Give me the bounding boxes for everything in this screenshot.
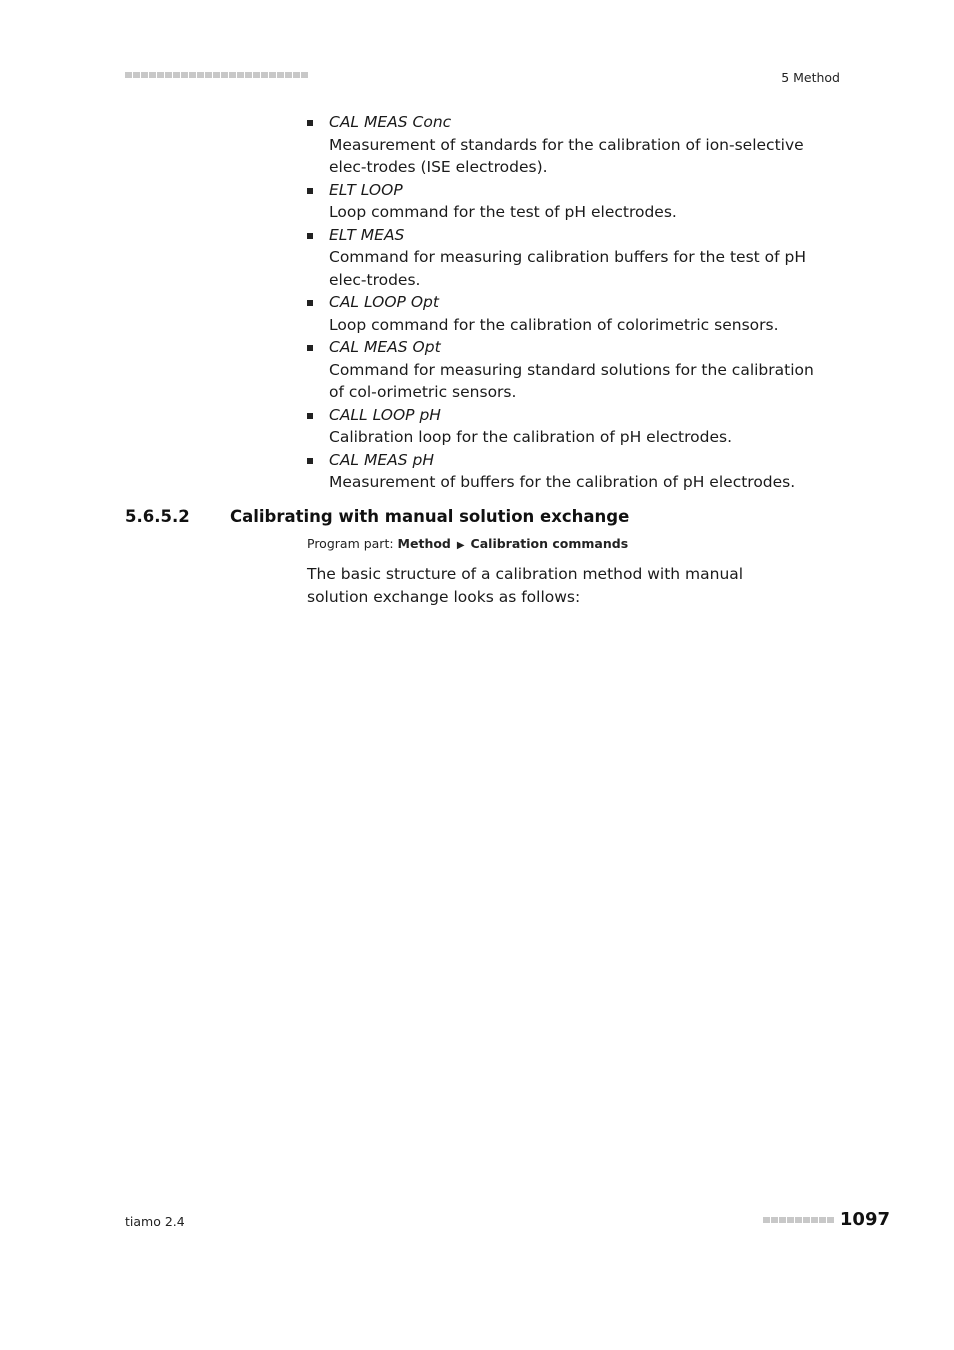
command-description: Loop command for the test of pH electrodes. (329, 203, 677, 221)
program-part-calibration-commands: Calibration commands (470, 536, 629, 551)
bullet-icon (307, 300, 313, 306)
footer-product: tiamo 2.4 (125, 1214, 185, 1229)
command-name: CAL MEAS Conc (329, 113, 452, 131)
command-name: ELT MEAS (329, 225, 405, 244)
section-heading (125, 507, 629, 526)
list-item (306, 291, 831, 336)
program-part-path (307, 536, 628, 551)
command-list (306, 111, 831, 494)
command-name: CAL LOOP Opt (329, 293, 439, 311)
bullet-icon (307, 120, 313, 126)
list-item (306, 449, 831, 494)
list-item (306, 111, 831, 179)
command-name: ELT LOOP (329, 180, 403, 199)
command-name: CAL MEAS pH (329, 450, 435, 469)
command-description: Measurement of standards for the calibration of ion-selective elec-trodes (ISE electrodes). (329, 135, 804, 176)
command-description: Command for measuring calibration buffers for the test of pH elec-trodes. (329, 248, 807, 289)
list-item (306, 336, 831, 404)
running-header-section: 5 Method (781, 70, 840, 85)
section-title: Calibrating with manual solution exchange (230, 507, 630, 526)
command-description: Loop command for the calibration of colorimetric sensors. (329, 315, 779, 334)
list-item (306, 224, 831, 292)
bullet-icon (307, 188, 313, 194)
body-paragraph: The basic structure of a calibration method with manual solution exchange looks as follows: (307, 565, 744, 606)
arrow-right-icon: ▶ (456, 540, 465, 551)
list-item (306, 179, 831, 224)
header-decoration (125, 72, 308, 78)
footer-page (763, 1209, 890, 1230)
footer-decoration (763, 1217, 834, 1223)
command-description: Calibration loop for the calibration of pH electrodes. (329, 428, 733, 446)
command-name: CAL MEAS Opt (329, 338, 441, 356)
bullet-icon (307, 458, 313, 464)
bullet-icon (307, 345, 313, 351)
command-description: Measurement of buffers for the calibration of pH electrodes. (329, 473, 796, 491)
list-item (306, 404, 831, 449)
command-description: Command for measuring standard solutions for the calibration of col-orimetric sensors. (329, 360, 814, 401)
command-name: CALL LOOP pH (329, 405, 441, 424)
program-part-method: Method (397, 536, 451, 551)
bullet-icon (307, 413, 313, 419)
section-number: 5.6.5.2 (125, 507, 190, 526)
bullet-icon (307, 233, 313, 239)
page-number: 1097 (839, 1209, 890, 1230)
program-part-label: Program part: (307, 536, 394, 551)
